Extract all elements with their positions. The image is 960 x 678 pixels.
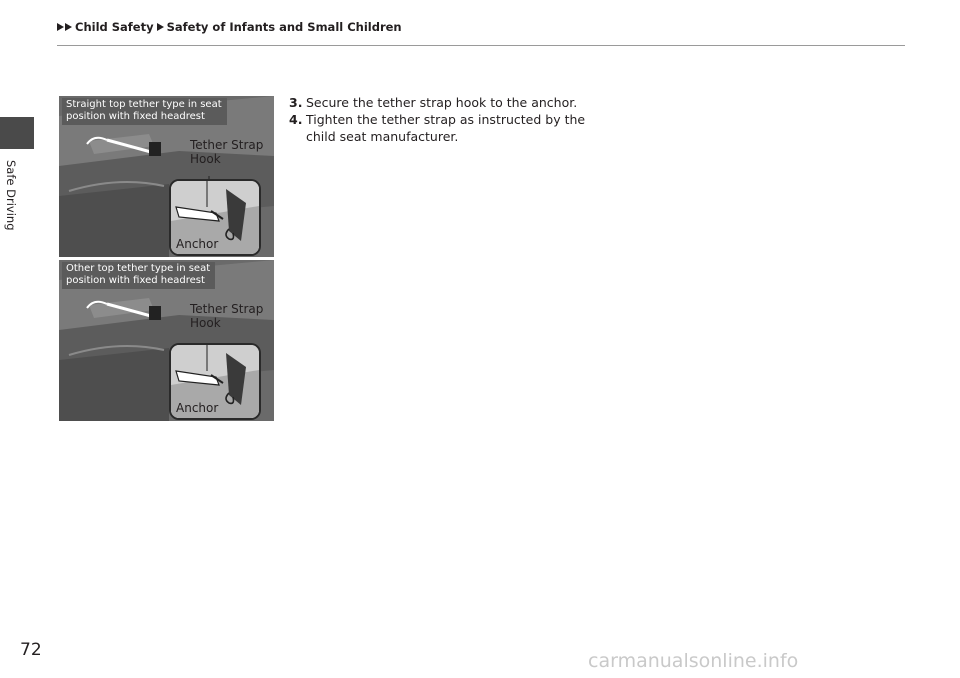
figure-caption bbox=[62, 262, 215, 289]
step-text: Tighten the tether strap as instructed by the child seat manufacturer. bbox=[306, 112, 586, 144]
step-item bbox=[289, 94, 591, 111]
breadcrumb-arrow-icon bbox=[57, 23, 64, 31]
tether-strap-hook-label bbox=[190, 302, 263, 330]
breadcrumb-arrow-icon bbox=[65, 23, 72, 31]
anchor-label: Anchor bbox=[176, 401, 219, 415]
caption-line: position with fixed headrest bbox=[66, 111, 205, 122]
caption-line: Straight top tether type in seat bbox=[66, 99, 222, 110]
hook-label-line: Hook bbox=[190, 316, 221, 330]
hook-label-line: Hook bbox=[190, 152, 221, 166]
anchor-label: Anchor bbox=[176, 237, 219, 251]
header-rule bbox=[57, 45, 905, 46]
step-number: 3. bbox=[289, 95, 303, 110]
step-text: Secure the tether strap hook to the anchor. bbox=[306, 95, 578, 110]
figure-other-tether bbox=[59, 260, 274, 421]
watermark-text: carmanualsonline.info bbox=[588, 650, 799, 672]
figure-caption bbox=[62, 98, 227, 125]
caption-line: position with fixed headrest bbox=[66, 275, 205, 286]
step-item bbox=[289, 111, 591, 145]
caption-line: Other top tether type in seat bbox=[66, 263, 211, 274]
breadcrumb-item-infants-safety[interactable]: Safety of Infants and Small Children bbox=[166, 20, 402, 34]
page-number: 72 bbox=[20, 640, 42, 660]
figure-straight-tether bbox=[59, 96, 274, 257]
hook-label-line: Tether Strap bbox=[190, 138, 264, 152]
breadcrumb-arrow-icon bbox=[157, 23, 164, 31]
breadcrumb bbox=[57, 20, 402, 34]
section-tab-label bbox=[5, 160, 19, 240]
section-tab-text: Safe Driving bbox=[4, 160, 18, 231]
tether-strap-hook-label bbox=[190, 138, 263, 166]
breadcrumb-item-child-safety[interactable]: Child Safety bbox=[75, 20, 154, 34]
instruction-steps bbox=[289, 94, 591, 145]
section-tab-marker bbox=[0, 117, 34, 149]
hook-label-line: Tether Strap bbox=[190, 302, 264, 316]
step-number: 4. bbox=[289, 112, 303, 127]
